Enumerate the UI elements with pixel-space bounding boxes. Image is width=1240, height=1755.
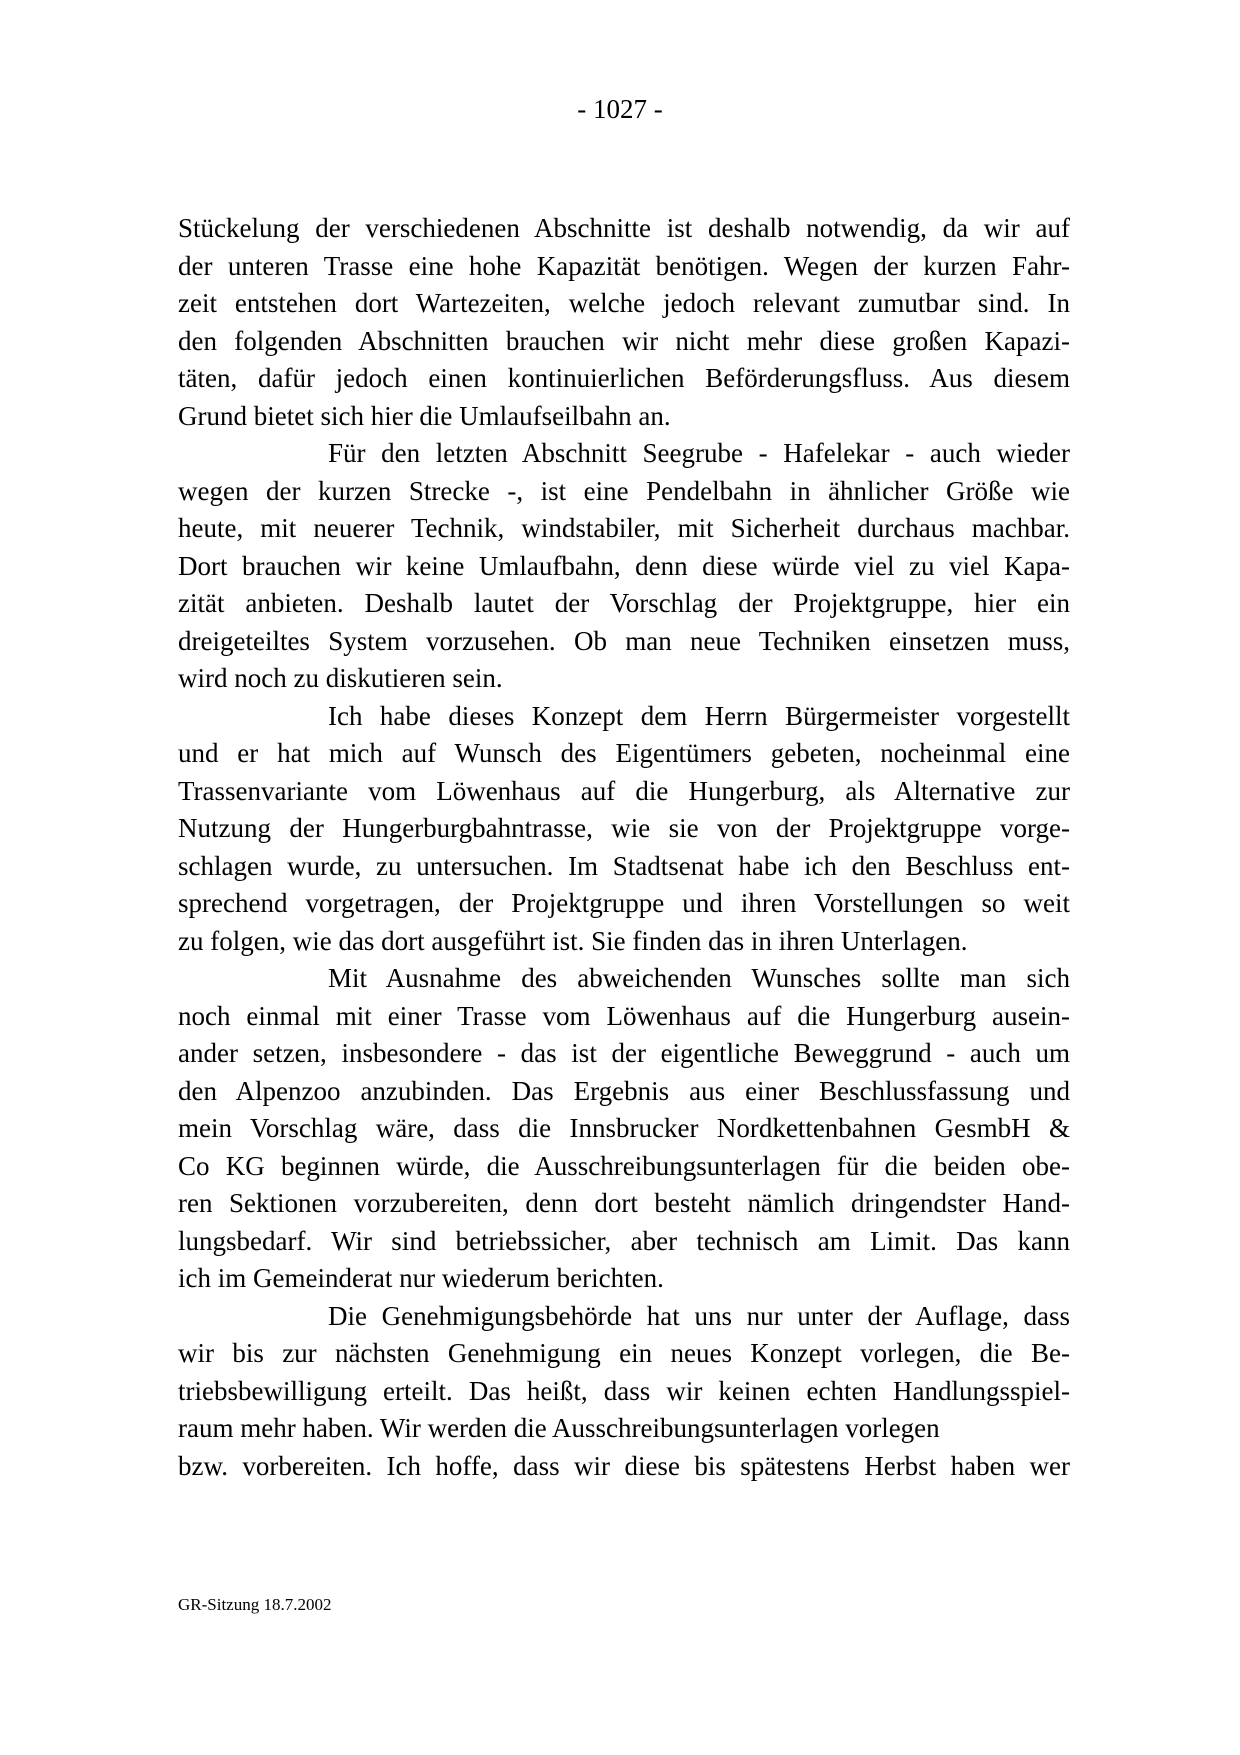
text-line: der unteren Trasse eine hohe Kapazität benötigen. Wegen der kurzen Fahr- <box>178 250 1070 281</box>
text-line: täten, dafür jedoch einen kontinuierlichen Beförderungsfluss. Aus diesem <box>178 363 1070 393</box>
text-line: ren Sektionen vorzubereiten, denn dort besteht nämlich dringendster Hand- <box>178 1188 1070 1218</box>
text-line: dreigeteiltes System vorzusehen. Ob man neue Techniken einsetzen muss, <box>178 625 1070 656</box>
text-line: Trassenvariante vom Löwenhaus auf die Hungerburg, als Alternative zur <box>178 775 1070 806</box>
text-line: und er hat mich auf Wunsch des Eigentümers gebeten, nocheinmal eine <box>178 738 1070 768</box>
footer-text: GR-Sitzung 18.7.2002 <box>178 1595 332 1614</box>
text-line: ich im Gemeinderat nur wiederum berichten. <box>178 1263 664 1293</box>
text-line: Co KG beginnen würde, die Ausschreibungsunterlagen für die beiden obe- <box>178 1150 1070 1181</box>
text-line: zität anbieten. Deshalb lautet der Vorschlag der Projektgruppe, hier ein <box>178 588 1070 618</box>
text-line: mein Vorschlag wäre, dass die Innsbrucker Nordkettenbahnen GesmbH & <box>178 1113 1070 1143</box>
page-number: - 1027 - <box>577 94 663 124</box>
text-line: Mit Ausnahme des abweichenden Wunsches sollte man sich <box>328 963 1070 993</box>
text-line: schlagen wurde, zu untersuchen. Im Stadtsenat habe ich den Beschluss ent- <box>178 850 1070 881</box>
text-line: wir bis zur nächsten Genehmigung ein neues Konzept vorlegen, die Be- <box>178 1338 1070 1368</box>
text-line: heute, mit neuerer Technik, windstabiler, mit Sicherheit durchaus machbar. <box>178 513 1070 543</box>
text-line: den folgenden Abschnitten brauchen wir nicht mehr diese großen Kapazi- <box>178 325 1070 356</box>
text-line: lungsbedarf. Wir sind betriebssicher, aber technisch am Limit. Das kann <box>178 1225 1070 1256</box>
text-line: Dort brauchen wir keine Umlaufbahn, denn diese würde viel zu viel Kapa- <box>178 550 1070 581</box>
text-line: Grund bietet sich hier die Umlaufseilbahn an. <box>178 400 671 431</box>
text-line: raum mehr haben. Wir werden die Ausschreibungsunterlagen vorlegen <box>178 1413 940 1443</box>
text-line: triebsbewilligung erteilt. Das heißt, dass wir keinen echten Handlungsspiel- <box>178 1375 1070 1406</box>
text-line: Nutzung der Hungerburgbahntrasse, wie sie von der Projektgruppe vorge- <box>178 813 1070 843</box>
text-line: wird noch zu diskutieren sein. <box>178 663 503 693</box>
text-line: sprechend vorgetragen, der Projektgruppe und ihren Vorstellungen so weit <box>178 888 1070 918</box>
body-text <box>178 210 1070 1485</box>
text-line: Stückelung der verschiedenen Abschnitte ist deshalb notwendig, da wir auf <box>178 213 1070 243</box>
text-line: zeit entstehen dort Wartezeiten, welche jedoch relevant zumutbar sind. In <box>178 288 1070 318</box>
text-line: noch einmal mit einer Trasse vom Löwenhaus auf die Hungerburg ausein- <box>178 1000 1070 1031</box>
text-line: wegen der kurzen Strecke -, ist eine Pendelbahn in ähnlicher Größe wie <box>178 475 1070 506</box>
text-line: bzw. vorbereiten. Ich hoffe, dass wir diese bis spätestens Herbst haben wer <box>178 1450 1070 1481</box>
text-line: den Alpenzoo anzubinden. Das Ergebnis aus einer Beschlussfassung und <box>178 1075 1070 1106</box>
text-line: Ich habe dieses Konzept dem Herrn Bürgermeister vorgestellt <box>328 700 1070 731</box>
text-line: zu folgen, wie das dort ausgeführt ist. Sie finden das in ihren Unterlagen. <box>178 925 968 956</box>
text-line: Die Genehmigungsbehörde hat uns nur unter der Auflage, dass <box>328 1300 1070 1331</box>
text-line: Für den letzten Abschnitt Seegrube - Hafelekar - auch wieder <box>328 438 1070 468</box>
text-line: ander setzen, insbesondere - das ist der eigentliche Beweggrund - auch um <box>178 1038 1070 1068</box>
